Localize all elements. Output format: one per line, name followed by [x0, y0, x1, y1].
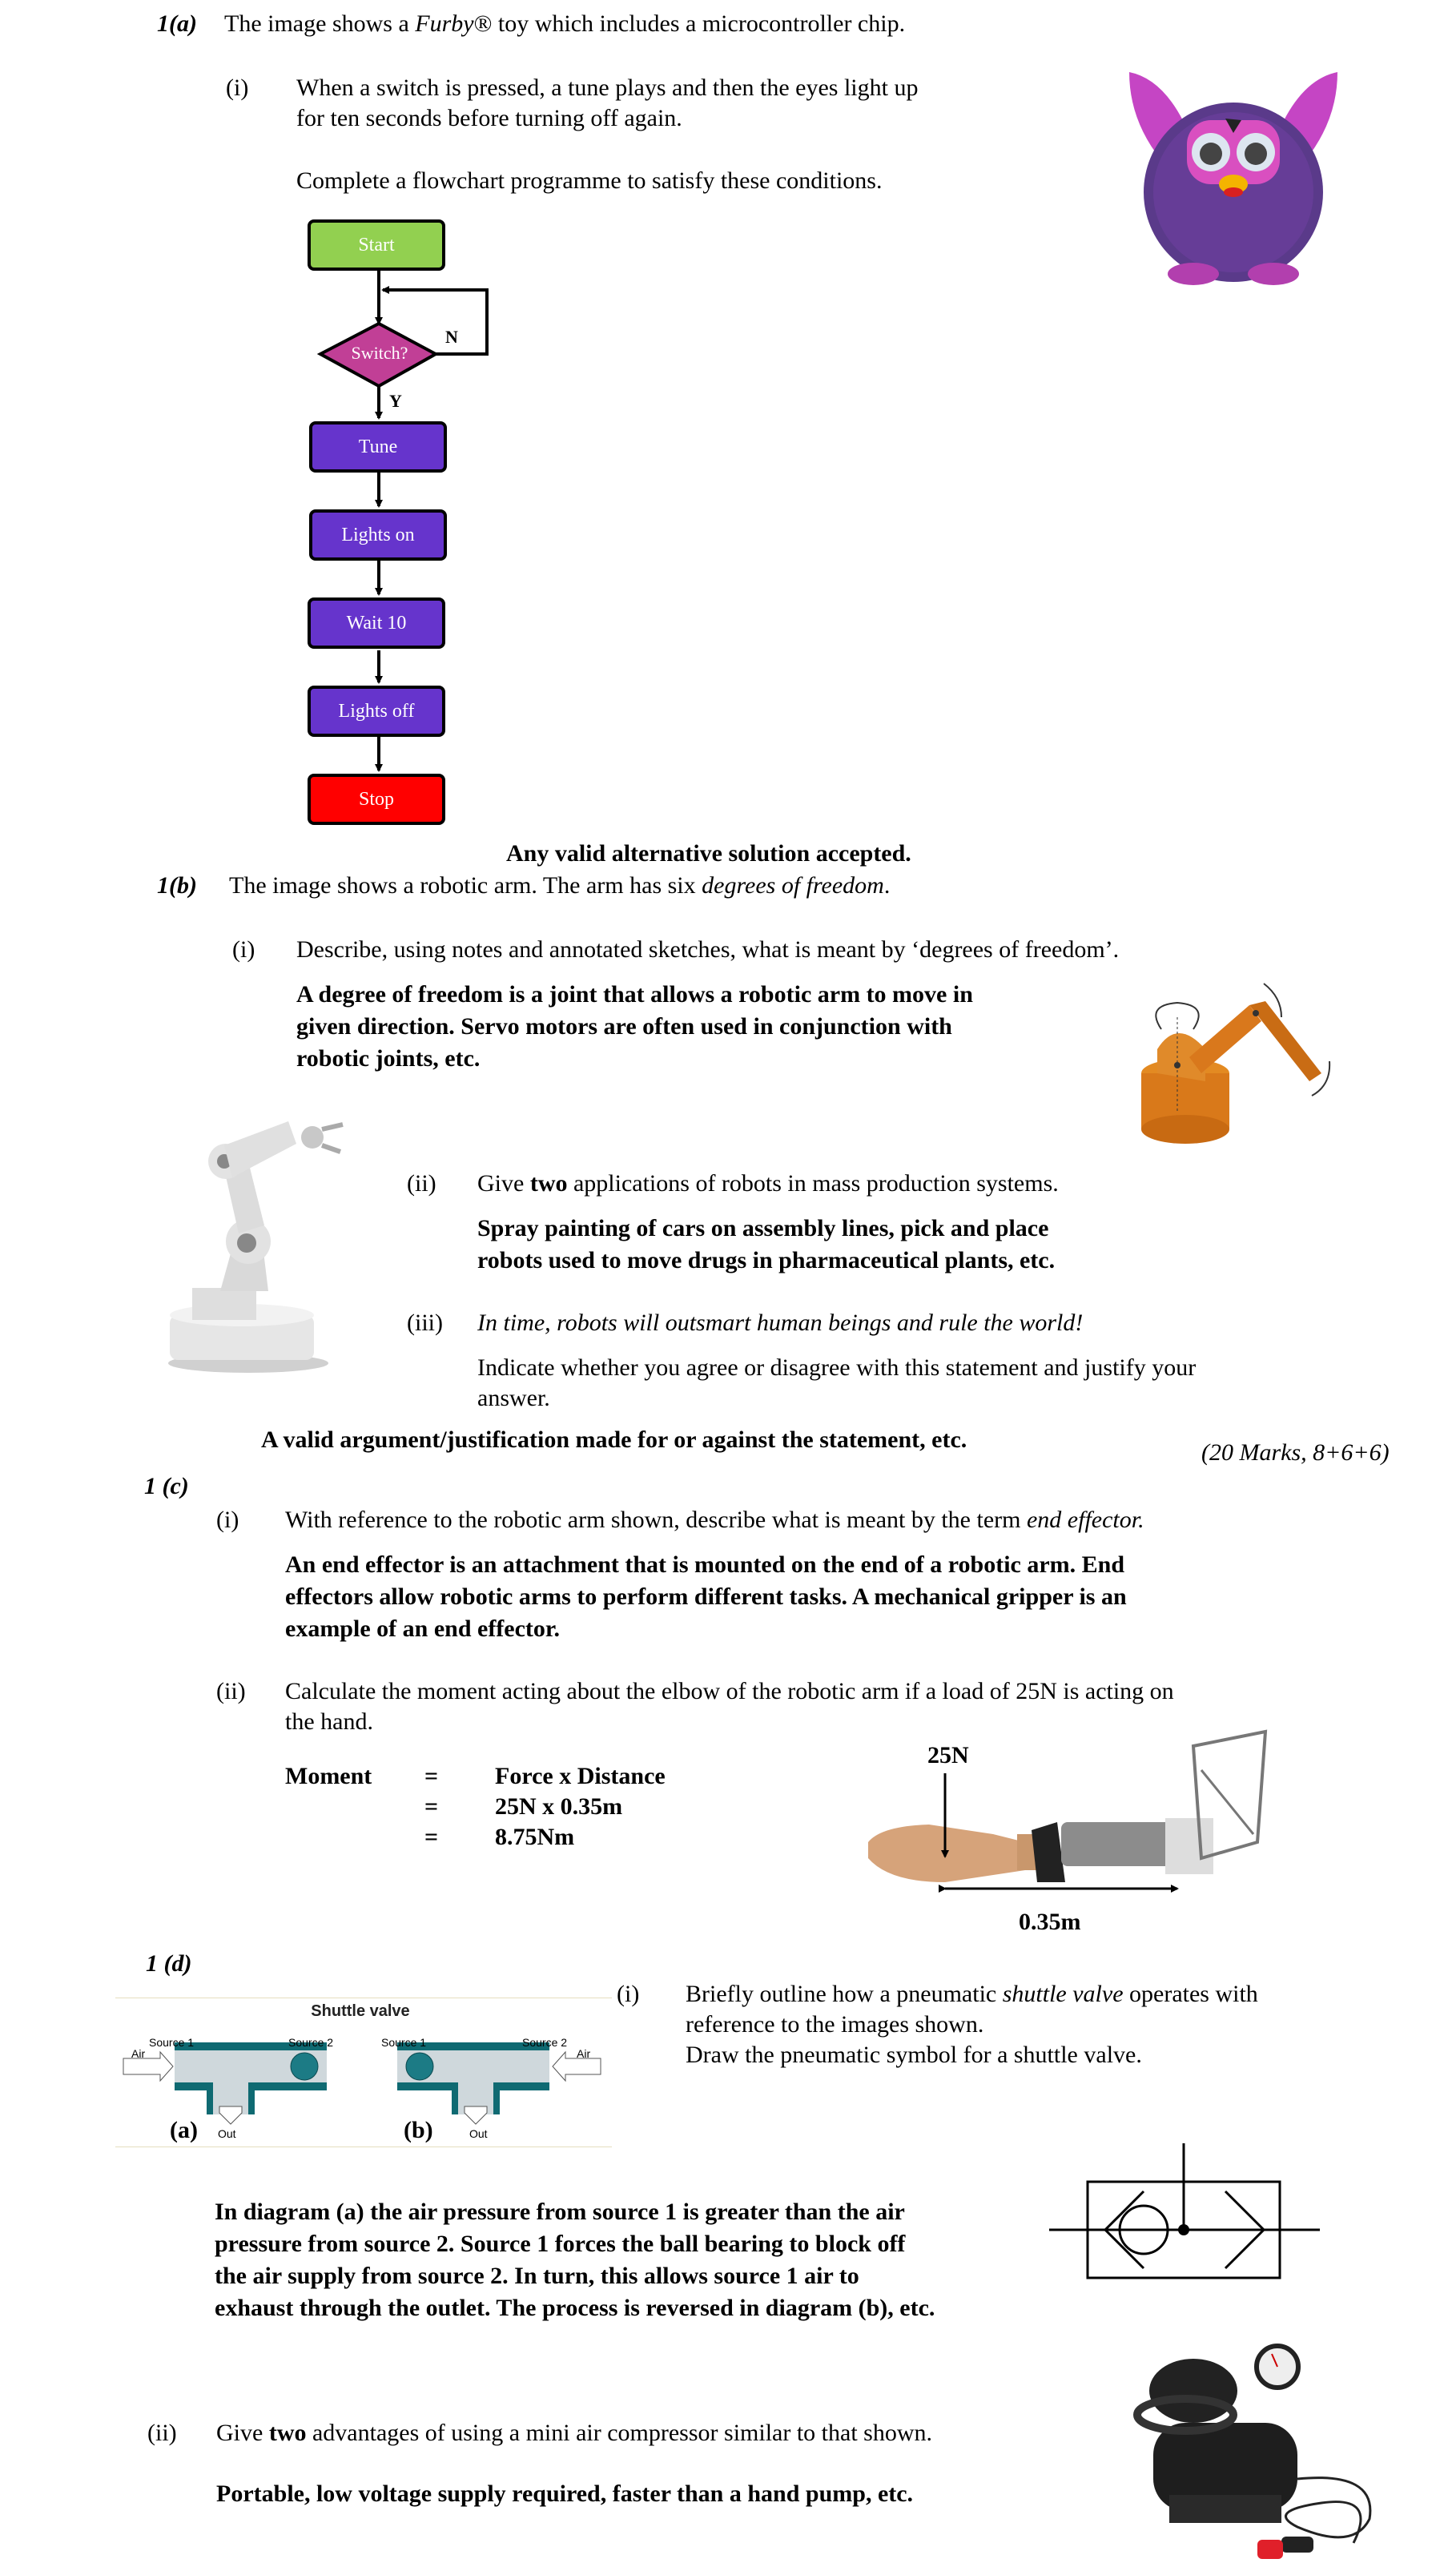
q1b-iii-number: (iii) [407, 1310, 443, 1336]
valve-b-out: Out [469, 2127, 488, 2140]
valve-a-source2: Source 2 [288, 2036, 334, 2049]
flowchart-start: Start [308, 219, 445, 271]
calc-eq-3: = [424, 1824, 439, 1850]
q1b-intro-text: The image shows a robotic arm. The arm has six [229, 872, 702, 899]
flowchart-step-lights-on: Lights on [309, 509, 447, 561]
calc-row-1: Force x Distance [495, 1763, 666, 1789]
calc-eq-2: = [424, 1793, 439, 1820]
q1a-note: Any valid alternative solution accepted. [506, 840, 911, 867]
calc-eq-1: = [424, 1763, 439, 1789]
q1c-i-answer-line2: effectors allow robotic arms to perform different tasks. A mechanical gripper is an [285, 1583, 1127, 1610]
q1b-iii-answer: A valid argument/justification made for or against the statement, etc. [261, 1426, 967, 1453]
q1c-ii-line1: Calculate the moment acting about the elbow of the robotic arm if a load of 25N is acting on [285, 1678, 1174, 1704]
q1b-iii-line1: Indicate whether you agree or disagree with this statement and justify your [477, 1354, 1197, 1381]
q1d-ii-q-rest: advantages of using a mini air compressor similar to that shown. [306, 2420, 932, 2446]
robotic-arm-image [144, 1105, 400, 1378]
flowchart-yes-label: Y [389, 391, 402, 411]
q1a-i-number: (i) [226, 74, 249, 101]
q1c-i-number: (i) [216, 1507, 239, 1533]
degrees-of-freedom-sketch [1129, 961, 1337, 1153]
q1d-ii-answer: Portable, low voltage supply required, faster than a hand pump, etc. [216, 2480, 914, 2507]
q1d-ii-number: (ii) [147, 2420, 177, 2446]
q1d-i-q-text: Briefly outline how a pneumatic [686, 1981, 1003, 2007]
q1c-i-question [285, 1504, 1144, 1536]
flowchart-stop: Stop [308, 774, 445, 825]
q1b-ii-answer-line2: robots used to move drugs in pharmaceutical plants, etc. [477, 1247, 1056, 1273]
q1c-i-answer-line1: An end effector is an attachment that is mounted on the end of a robotic arm. End [285, 1551, 1125, 1578]
marks-allocation: (20 Marks, 8+6+6) [1201, 1439, 1390, 1466]
q1d-i-answer-line1: In diagram (a) the air pressure from source 1 is greater than the air [215, 2199, 905, 2225]
valve-a-out: Out [218, 2127, 236, 2140]
q1d-i-answer-line4: exhaust through the outlet. The process is reversed in diagram (b), etc. [215, 2295, 935, 2321]
q1d-i-q-italic: shuttle valve [1002, 1981, 1124, 2007]
flowchart-decision-label: Switch? [351, 343, 408, 363]
q1b-ii-question [477, 1168, 1059, 1200]
q1d-i-line3: Draw the pneumatic symbol for a shuttle valve. [686, 2042, 1142, 2068]
q1a-intro-italic: Furby [415, 10, 474, 37]
calc-row-3: 8.75Nm [495, 1824, 575, 1850]
q1a-i-line1: When a switch is pressed, a tune plays and then the eyes light up [296, 74, 919, 101]
q1b-intro [229, 870, 890, 902]
q1c-i-answer-line3: example of an end effector. [285, 1615, 560, 1642]
q1b-i-answer-line2: given direction. Servo motors are often used in conjunction with [296, 1013, 952, 1040]
q1d-i-line2: reference to the images shown. [686, 2011, 984, 2038]
q1d-ii-q-bold: two [268, 2420, 307, 2446]
q1a-i-line2: for ten seconds before turning off again. [296, 105, 682, 131]
q1d-i-q-rest: operates with [1123, 1981, 1258, 2007]
force-label: 25N [927, 1742, 969, 1768]
q1d-i-line1 [686, 1978, 1258, 2010]
q1b-ii-q-rest: applications of robots in mass production systems. [567, 1170, 1059, 1197]
calc-row-2: 25N x 0.35m [495, 1793, 623, 1820]
q1d-i-number: (i) [617, 1981, 640, 2007]
question-label-1a: 1(a) [157, 10, 197, 37]
q1b-i-question: Describe, using notes and annotated sketches, what is meant by ‘degrees of freedom’. [296, 936, 1120, 963]
q1c-ii-line2: the hand. [285, 1708, 373, 1735]
q1c-i-q-text: With reference to the robotic arm shown, describe what is meant by the term [285, 1507, 1027, 1533]
diagram-title: Shuttle valve [311, 2002, 410, 2020]
valve-a-source1: Source 1 [149, 2036, 195, 2049]
q1b-i-answer-line3: robotic joints, etc. [296, 1045, 481, 1072]
valve-b-source1: Source 1 [381, 2036, 427, 2049]
q1b-intro-rest: . [883, 872, 891, 899]
q1d-ii-q-text: Give [216, 2420, 269, 2446]
q1a-i-instruction: Complete a flowchart programme to satisfy these conditions. [296, 167, 883, 194]
flowchart-step-lights-off: Lights off [308, 686, 445, 737]
question-label-1d: 1 (d) [146, 1950, 192, 1977]
valve-b-label: (b) [404, 2117, 433, 2143]
q1b-iii-quote: In time, robots will outsmart human beings and rule the world! [477, 1310, 1084, 1336]
q1d-i-answer-line3: the air supply from source 2. In turn, this allows source 1 air to [215, 2263, 859, 2289]
distance-label: 0.35m [1019, 1909, 1081, 1935]
valve-b-source2: Source 2 [522, 2036, 568, 2049]
q1d-i-answer-line2: pressure from source 2. Source 1 forces the ball bearing to block off [215, 2231, 906, 2257]
q1c-ii-number: (ii) [216, 1678, 246, 1704]
valve-a [123, 2042, 327, 2124]
valve-b [397, 2042, 601, 2124]
furby-toy-image [1113, 56, 1353, 288]
q1b-ii-q-text: Give [477, 1170, 530, 1197]
valve-a-label: (a) [170, 2117, 198, 2143]
question-label-1c: 1 (c) [144, 1473, 189, 1499]
prosthetic-arm-image [849, 1722, 1313, 1946]
flowchart-step-wait: Wait 10 [308, 597, 445, 649]
q1d-ii-question [216, 2417, 932, 2449]
valve-b-air: Air [577, 2047, 591, 2060]
valve-a-air: Air [131, 2047, 146, 2060]
question-label-1b: 1(b) [157, 872, 197, 899]
q1b-ii-number: (ii) [407, 1170, 436, 1197]
shuttle-valve-symbol [1041, 2130, 1329, 2291]
q1a-intro-text: The image shows a [224, 10, 416, 37]
q1c-i-q-italic: end effector. [1026, 1507, 1144, 1533]
flowchart-no-label: N [445, 327, 458, 347]
q1b-ii-answer-line1: Spray painting of cars on assembly lines, pick and place [477, 1215, 1049, 1241]
q1b-i-answer-line1: A degree of freedom is a joint that allows a robotic arm to move in [296, 981, 973, 1008]
flowchart-step-tune: Tune [309, 421, 447, 473]
q1a-intro-rest: ® toy which includes a microcontroller chip. [473, 10, 906, 37]
q1b-iii-line2: answer. [477, 1385, 550, 1411]
q1b-intro-italic: degrees of freedom [702, 872, 884, 899]
air-compressor-image [1137, 2343, 1394, 2575]
q1b-ii-q-bold: two [529, 1170, 568, 1197]
q1b-i-number: (i) [232, 936, 255, 963]
calc-label: Moment [285, 1763, 372, 1789]
